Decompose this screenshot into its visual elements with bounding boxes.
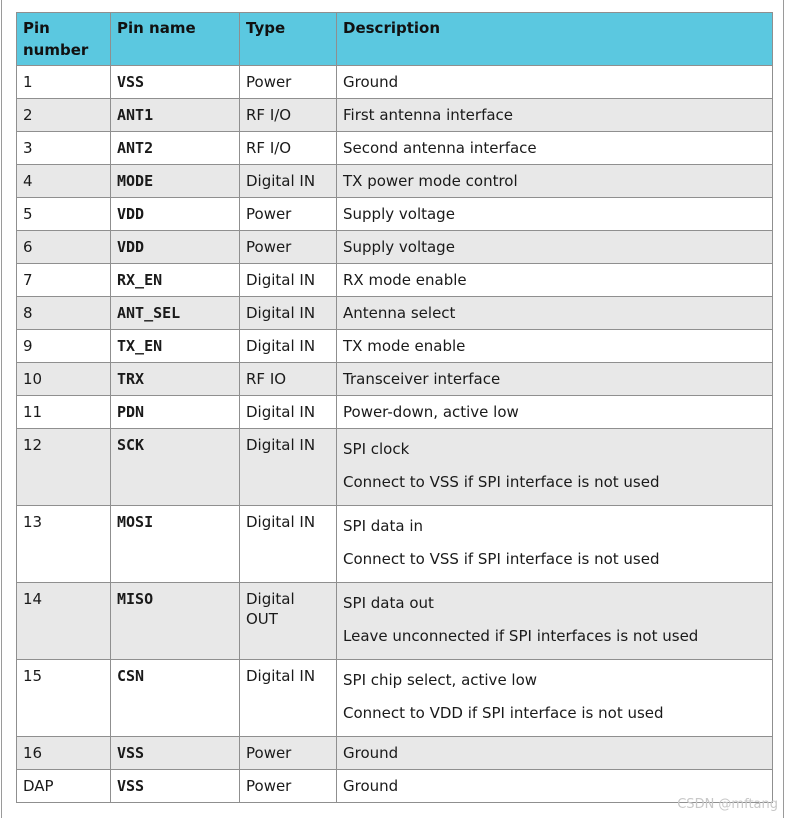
pin-name-cell: VSS: [111, 737, 240, 770]
pin-name-cell: SCK: [111, 429, 240, 506]
table-row: [17, 429, 773, 506]
pin-description-cell: [337, 165, 773, 198]
pin-name-cell: ANT_SEL: [111, 297, 240, 330]
pin-name-cell: TX_EN: [111, 330, 240, 363]
pin-number-cell: 13: [17, 506, 111, 583]
pin-number-cell: 16: [17, 737, 111, 770]
description-line: Leave unconnected if SPI interfaces is not used: [343, 627, 699, 645]
description-line: Second antenna interface: [343, 139, 537, 157]
table-row: [17, 737, 773, 770]
pin-type-cell: Digital IN: [240, 396, 337, 429]
description-line: TX power mode control: [343, 172, 518, 190]
pin-name-cell: MISO: [111, 583, 240, 660]
pin-name-cell: VSS: [111, 66, 240, 99]
pin-type-cell: Power: [240, 231, 337, 264]
pin-number-cell: 4: [17, 165, 111, 198]
table-row: [17, 660, 773, 737]
watermark: CSDN @mftang: [677, 797, 778, 812]
description-line: TX mode enable: [343, 337, 466, 355]
pin-number-cell: 12: [17, 429, 111, 506]
description-line: Supply voltage: [343, 238, 455, 256]
header-pin-number: Pin number: [17, 13, 111, 66]
pin-number-cell: 1: [17, 66, 111, 99]
pin-name-cell: PDN: [111, 396, 240, 429]
description-line: First antenna interface: [343, 106, 514, 124]
pin-description-cell: [337, 363, 773, 396]
pin-type-cell: Power: [240, 66, 337, 99]
table-row: [17, 231, 773, 264]
pin-description-cell: [337, 429, 773, 506]
pin-description-cell: [337, 297, 773, 330]
pin-type-cell: Power: [240, 770, 337, 803]
pin-name-cell: MODE: [111, 165, 240, 198]
pin-type-cell: Digital IN: [240, 165, 337, 198]
description-line: SPI data out: [343, 594, 434, 612]
pin-description-cell: [337, 198, 773, 231]
pin-type-cell: Digital IN: [240, 506, 337, 583]
table-row: [17, 198, 773, 231]
pin-number-cell: DAP: [17, 770, 111, 803]
pin-number-cell: 7: [17, 264, 111, 297]
pin-name-cell: TRX: [111, 363, 240, 396]
table-row: [17, 66, 773, 99]
description-line: Ground: [343, 744, 399, 762]
table-row: [17, 297, 773, 330]
pin-description-cell: [337, 99, 773, 132]
description-line: RX mode enable: [343, 271, 467, 289]
description-line: Supply voltage: [343, 205, 455, 223]
table-row: [17, 363, 773, 396]
pin-type-cell: RF IO: [240, 363, 337, 396]
description-line: SPI clock: [343, 440, 410, 458]
pin-name-cell: VDD: [111, 231, 240, 264]
pin-number-cell: 6: [17, 231, 111, 264]
table-header-row: [17, 13, 773, 66]
description-line: Antenna select: [343, 304, 456, 322]
description-line: Connect to VDD if SPI interface is not used: [343, 704, 664, 722]
pin-name-cell: VDD: [111, 198, 240, 231]
description-line: Transceiver interface: [343, 370, 501, 388]
pin-description-cell: [337, 660, 773, 737]
pin-number-cell: 11: [17, 396, 111, 429]
description-line: Ground: [343, 777, 399, 795]
pin-type-cell: Digital IN: [240, 297, 337, 330]
table-row: [17, 165, 773, 198]
pin-name-cell: ANT2: [111, 132, 240, 165]
pin-description-cell: [337, 396, 773, 429]
header-description: Description: [337, 13, 773, 66]
description-line: Ground: [343, 73, 399, 91]
table-row: [17, 264, 773, 297]
pin-description-cell: [337, 583, 773, 660]
pin-number-cell: 10: [17, 363, 111, 396]
pin-name-cell: RX_EN: [111, 264, 240, 297]
table-row: [17, 99, 773, 132]
pin-description-cell: [337, 231, 773, 264]
description-line: SPI chip select, active low: [343, 671, 538, 689]
header-type: Type: [240, 13, 337, 66]
pin-description-cell: [337, 66, 773, 99]
pin-number-cell: 8: [17, 297, 111, 330]
pin-number-cell: 3: [17, 132, 111, 165]
pin-description-cell: [337, 737, 773, 770]
table-row: [17, 583, 773, 660]
table-row: [17, 770, 773, 803]
pin-table: [16, 12, 773, 803]
pin-number-cell: 15: [17, 660, 111, 737]
pin-type-cell: RF I/O: [240, 99, 337, 132]
pin-description-cell: [337, 264, 773, 297]
pin-description-cell: [337, 506, 773, 583]
table-row: [17, 396, 773, 429]
pin-number-cell: 9: [17, 330, 111, 363]
pin-type-cell: Power: [240, 737, 337, 770]
description-line: SPI data in: [343, 517, 423, 535]
pin-name-cell: VSS: [111, 770, 240, 803]
pin-type-cell: Digital IN: [240, 330, 337, 363]
pin-description-cell: [337, 330, 773, 363]
pin-number-cell: 14: [17, 583, 111, 660]
pin-type-cell: Digital OUT: [240, 583, 337, 660]
pin-type-cell: Digital IN: [240, 264, 337, 297]
pin-type-cell: RF I/O: [240, 132, 337, 165]
pin-name-cell: MOSI: [111, 506, 240, 583]
pin-type-cell: Digital IN: [240, 429, 337, 506]
pin-name-cell: ANT1: [111, 99, 240, 132]
description-line: Connect to VSS if SPI interface is not used: [343, 473, 660, 491]
pin-description-cell: [337, 132, 773, 165]
pin-type-cell: Digital IN: [240, 660, 337, 737]
description-line: Power-down, active low: [343, 403, 519, 421]
pin-number-cell: 5: [17, 198, 111, 231]
description-line: Connect to VSS if SPI interface is not used: [343, 550, 660, 568]
table-row: [17, 330, 773, 363]
header-pin-name: Pin name: [111, 13, 240, 66]
table-row: [17, 506, 773, 583]
pin-type-cell: Power: [240, 198, 337, 231]
pin-number-cell: 2: [17, 99, 111, 132]
pin-table-body: [17, 66, 773, 803]
table-row: [17, 132, 773, 165]
pin-name-cell: CSN: [111, 660, 240, 737]
